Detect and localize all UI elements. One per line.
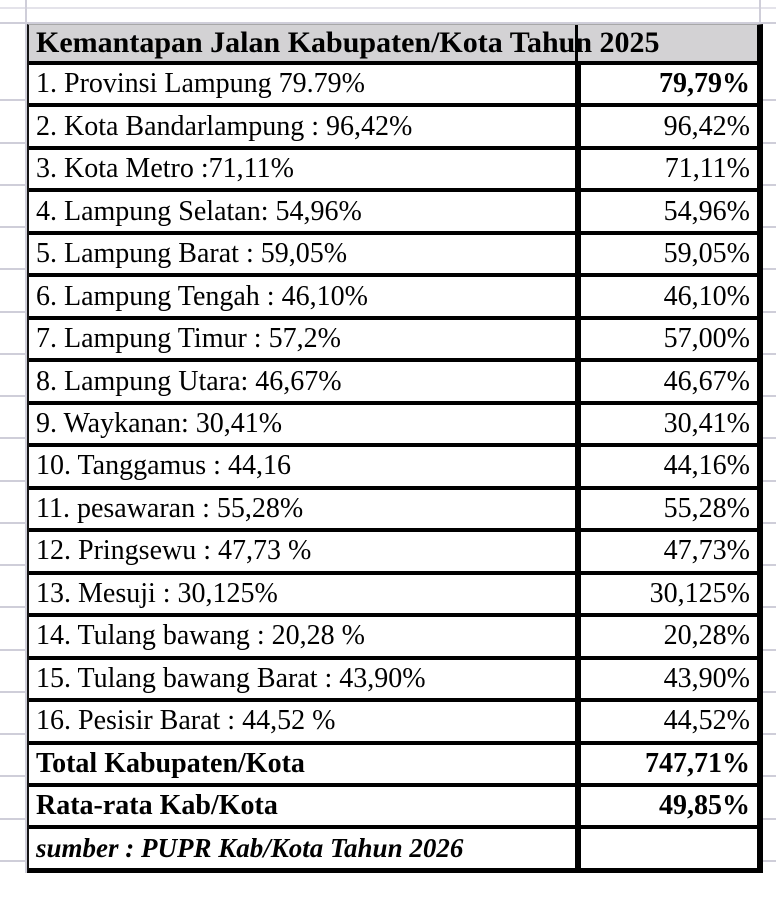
region-cell: 3. Kota Metro :71,11%	[29, 150, 581, 188]
region-cell: 13. Mesuji : 30,125%	[29, 575, 581, 613]
region-cell: 11. pesawaran : 55,28%	[29, 490, 581, 528]
table-row	[29, 660, 757, 702]
region-cell: 7. Lampung Timur : 57,2%	[29, 320, 581, 358]
region-cell: 5. Lampung Barat : 59,05%	[29, 235, 581, 273]
table-rows	[29, 65, 757, 868]
value-cell: 47,73%	[663, 535, 750, 567]
table-row	[29, 787, 757, 829]
table-row	[29, 362, 757, 404]
region-cell: 10. Tanggamus : 44,16	[29, 447, 581, 485]
table-title: Kemantapan Jalan Kabupaten/Kota Tahun 2025	[36, 26, 660, 59]
table-row	[29, 447, 757, 489]
value-cell: 96,42%	[663, 110, 750, 142]
region-cell: 14. Tulang bawang : 20,28 %	[29, 617, 581, 655]
value-cell: 20,28%	[663, 620, 750, 652]
table-row	[29, 405, 757, 447]
region-cell: 15. Tulang bawang Barat : 43,90%	[29, 660, 581, 698]
kemantapan-jalan-table	[27, 24, 763, 873]
region-cell: 4. Lampung Selatan: 54,96%	[29, 192, 581, 230]
value-cell: 747,71%	[645, 747, 750, 779]
value-cell: 30,125%	[649, 577, 750, 609]
value-cell: 46,67%	[663, 365, 750, 397]
table-title-row	[29, 25, 757, 65]
grid-hline	[0, 7, 776, 9]
value-cell: 49,85%	[659, 790, 750, 822]
region-cell: 8. Lampung Utara: 46,67%	[29, 362, 581, 400]
table-row	[29, 617, 757, 659]
value-cell: 71,11%	[664, 153, 750, 185]
value-cell	[581, 829, 757, 867]
value-cell: 79,79%	[659, 68, 750, 100]
region-cell: 9. Waykanan: 30,41%	[29, 405, 581, 443]
table-row	[29, 702, 757, 744]
table-row	[29, 192, 757, 234]
table-row	[29, 277, 757, 319]
region-cell: 1. Provinsi Lampung 79.79%	[29, 65, 581, 103]
region-cell: 6. Lampung Tengah : 46,10%	[29, 277, 581, 315]
value-cell: 55,28%	[663, 492, 750, 524]
table-row	[29, 490, 757, 532]
table-row	[29, 65, 757, 107]
table-row	[29, 235, 757, 277]
table-row	[29, 829, 757, 867]
value-cell: 44,52%	[663, 705, 750, 737]
value-cell: 57,00%	[663, 323, 750, 355]
value-cell: 30,41%	[663, 407, 750, 439]
table-row	[29, 745, 757, 787]
value-cell: 54,96%	[663, 195, 750, 227]
region-cell: 12. Pringsewu : 47,73 %	[29, 532, 581, 570]
table-row	[29, 107, 757, 149]
value-cell: 59,05%	[663, 238, 750, 270]
table-row	[29, 320, 757, 362]
table-row	[29, 150, 757, 192]
region-cell: sumber : PUPR Kab/Kota Tahun 2026	[29, 829, 581, 867]
region-cell: Total Kabupaten/Kota	[29, 745, 581, 783]
table-row	[29, 532, 757, 574]
value-cell: 46,10%	[663, 280, 750, 312]
region-cell: 2. Kota Bandarlampung : 96,42%	[29, 107, 581, 145]
value-cell: 43,90%	[663, 662, 750, 694]
table-row	[29, 575, 757, 617]
region-cell: Rata-rata Kab/Kota	[29, 787, 581, 825]
region-cell: 16. Pesisir Barat : 44,52 %	[29, 702, 581, 740]
value-cell: 44,16%	[663, 450, 750, 482]
